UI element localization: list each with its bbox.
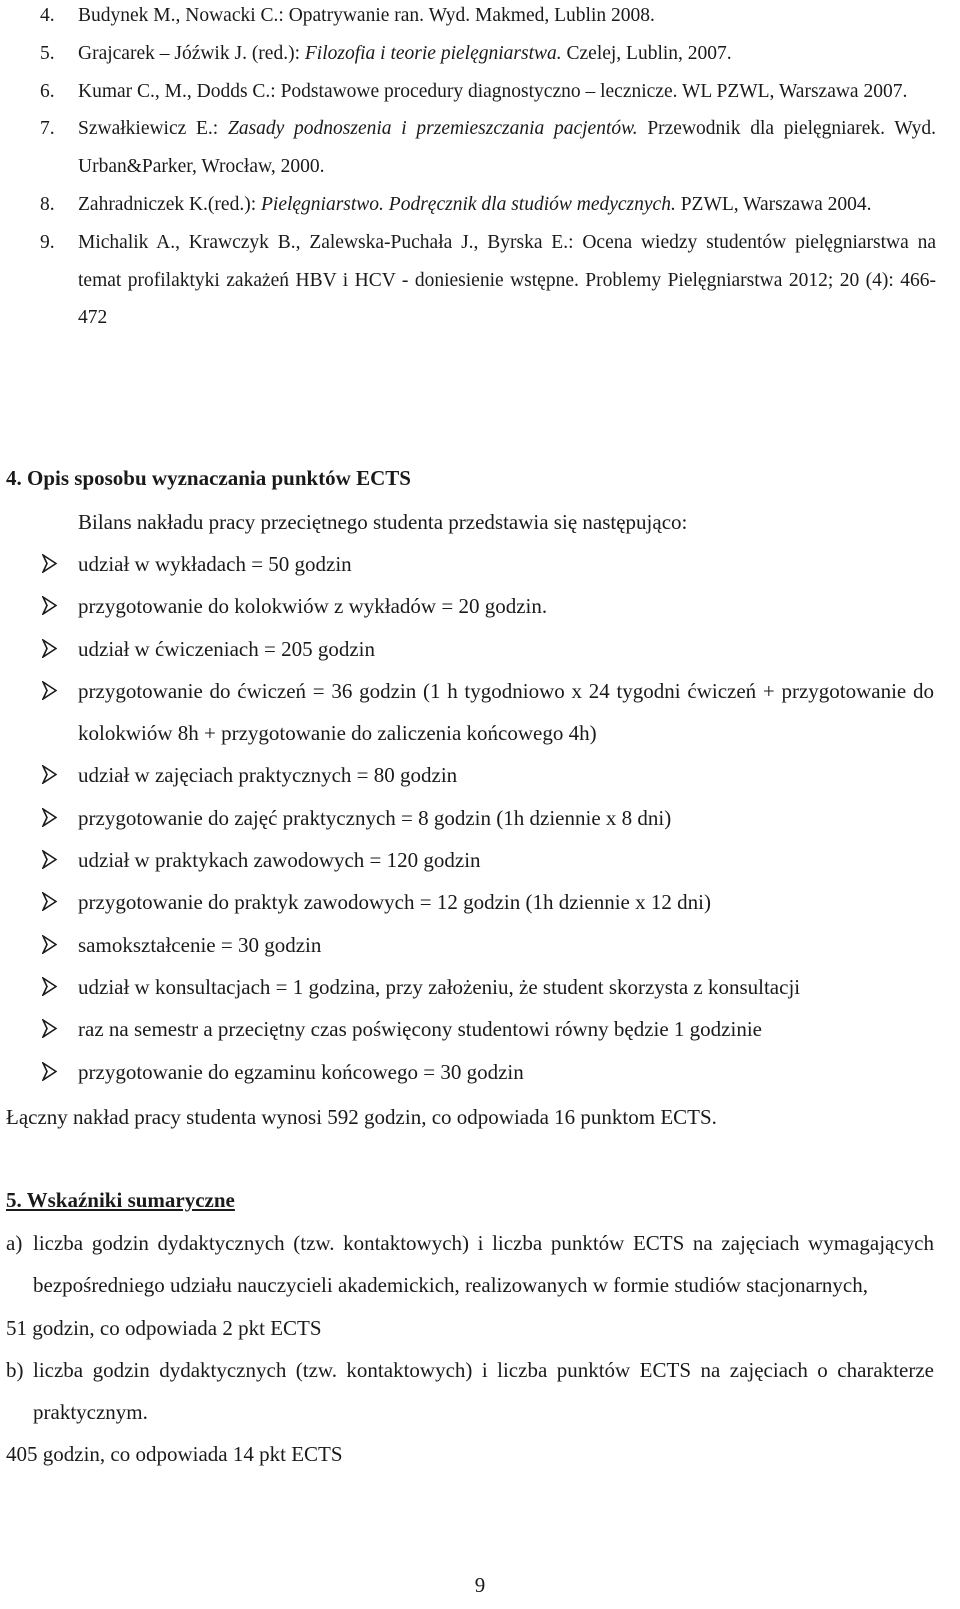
- list-item-text: przygotowanie do praktyk zawodowych = 12 godzin (1h dziennie x 12 dni): [78, 890, 711, 915]
- reference-item: [0, 186, 960, 224]
- section-4-intro: Bilans nakładu pracy przeciętnego studenta przedstawia się następująco:: [78, 510, 688, 534]
- list-item: [0, 881, 960, 923]
- arrowhead-bullet-icon: [42, 839, 68, 881]
- reference-number: 5.: [40, 42, 55, 64]
- indicator-text: liczba godzin dydaktycznych (tzw. kontaktowych) i liczba punktów ECTS na zajęciach o charakterze praktycznym.: [33, 1357, 934, 1425]
- indicator-item-b: [0, 1349, 960, 1434]
- arrowhead-bullet-icon: [42, 1051, 68, 1093]
- page-number: 9: [474, 1573, 486, 1597]
- reference-list: [0, 0, 960, 337]
- indicator-item-a: [0, 1222, 960, 1307]
- indicator-text: liczba godzin dydaktycznych (tzw. kontaktowych) i liczba punktów ECTS na zajęciach wymagających bezpośredniego udziału nauczycieli akademickich, realizowanych w formie studiów stacjonarnych,: [33, 1231, 934, 1298]
- indicator-result: 405 godzin, co odpowiada 14 pkt ECTS: [6, 1442, 343, 1467]
- arrowhead-bullet-icon: [42, 924, 68, 966]
- reference-number: 8.: [40, 193, 55, 215]
- list-item: [0, 670, 960, 755]
- reference-item: [0, 224, 960, 337]
- reference-number: 7.: [40, 118, 55, 140]
- indicator-result: 51 godzin, co odpowiada 2 pkt ECTS: [6, 1315, 322, 1340]
- arrowhead-bullet-icon: [42, 754, 68, 796]
- reference-item: [0, 0, 960, 35]
- list-item: [0, 924, 960, 966]
- list-item-text: udział w wykładach = 50 godzin: [78, 552, 352, 576]
- arrowhead-bullet-icon: [42, 1008, 68, 1050]
- list-item-text: przygotowanie do kolokwiów z wykładów = 20 godzin.: [78, 594, 548, 619]
- list-item: [0, 839, 960, 881]
- reference-text: Kumar C., M., Dodds C.: Podstawowe procedury diagnostyczno – lecznicze. WL PZWL, Warszawa 2007.: [78, 80, 908, 102]
- list-item: [0, 966, 960, 1008]
- reference-text: Budynek M., Nowacki C.: Opatrywanie ran. Wyd. Makmed, Lublin 2008.: [78, 5, 655, 26]
- section-4-heading: 4. Opis sposobu wyznaczania punktów ECTS: [6, 466, 411, 490]
- list-item-text: udział w ćwiczeniach = 205 godzin: [78, 636, 375, 661]
- reference-item: [0, 73, 960, 111]
- indicator-label: a): [6, 1231, 23, 1255]
- arrowhead-bullet-icon: [42, 585, 68, 627]
- list-item: [0, 585, 960, 627]
- list-item-text: przygotowanie do zajęć praktycznych = 8 godzin (1h dziennie x 8 dni): [78, 805, 672, 830]
- arrowhead-bullet-icon: [42, 628, 68, 670]
- list-item-text: przygotowanie do ćwiczeń = 36 godzin (1 h tygodniowo x 24 tygodni ćwiczeń + przygotowanie do kolokwiów 8h + przygotowanie do zaliczenia końcowego 4h): [78, 678, 934, 746]
- arrowhead-bullet-icon: [42, 543, 68, 585]
- list-item-text: raz na semestr a przeciętny czas poświęcony studentowi równy będzie 1 godzinie: [78, 1017, 762, 1042]
- summary-indicators: [0, 1222, 960, 1476]
- reference-number: 9.: [40, 231, 55, 253]
- list-item: [0, 1051, 960, 1093]
- list-item-text: udział w konsultacjach = 1 godzina, przy założeniu, że student skorzysta z konsultacji: [78, 974, 801, 999]
- arrowhead-bullet-icon: [42, 797, 68, 839]
- list-item-text: przygotowanie do egzaminu końcowego = 30 godzin: [78, 1059, 524, 1084]
- list-item: [0, 1008, 960, 1050]
- list-item: [0, 628, 960, 670]
- section-5-heading: 5. Wskaźniki sumaryczne: [6, 1188, 235, 1212]
- reference-item: [0, 110, 960, 186]
- list-item-text: samokształcenie = 30 godzin: [78, 932, 322, 957]
- list-item-text: udział w praktykach zawodowych = 120 godzin: [78, 848, 481, 873]
- reference-text: Zahradniczek K.(red.): Pielęgniarstwo. Podręcznik dla studiów medycznych. PZWL, Warszawa 2004.: [78, 193, 872, 215]
- reference-text: Michalik A., Krawczyk B., Zalewska-Puchała J., Byrska E.: Ocena wiedzy studentów pielęgniarstwa na temat profilaktyki zakażeń HBV i HCV - doniesienie wstępne. Problemy Pielęgniarstwa 2012; 20 (4): 466-472: [78, 231, 936, 329]
- workload-bullet-list: [0, 543, 960, 1093]
- list-item: [0, 543, 960, 585]
- arrowhead-bullet-icon: [42, 670, 68, 712]
- list-item: [0, 797, 960, 839]
- list-item-text: udział w zajęciach praktycznych = 80 godzin: [78, 763, 458, 788]
- total-workload-summary: Łączny nakład pracy studenta wynosi 592 godzin, co odpowiada 16 punktom ECTS.: [6, 1105, 717, 1129]
- indicator-label: b): [6, 1357, 24, 1382]
- reference-number: 4.: [40, 5, 55, 26]
- list-item: [0, 754, 960, 796]
- arrowhead-bullet-icon: [42, 966, 68, 1008]
- reference-item: [0, 35, 960, 73]
- reference-text: Szwałkiewicz E.: Zasady podnoszenia i przemieszczania pacjentów. Przewodnik dla pielęgniarek. Wyd. Urban&Parker, Wrocław, 2000.: [78, 118, 936, 178]
- reference-number: 6.: [40, 80, 55, 102]
- arrowhead-bullet-icon: [42, 881, 68, 923]
- reference-text: Grajcarek – Jóźwik J. (red.): Filozofia i teorie pielęgniarstwa. Czelej, Lublin, 2007.: [78, 42, 732, 64]
